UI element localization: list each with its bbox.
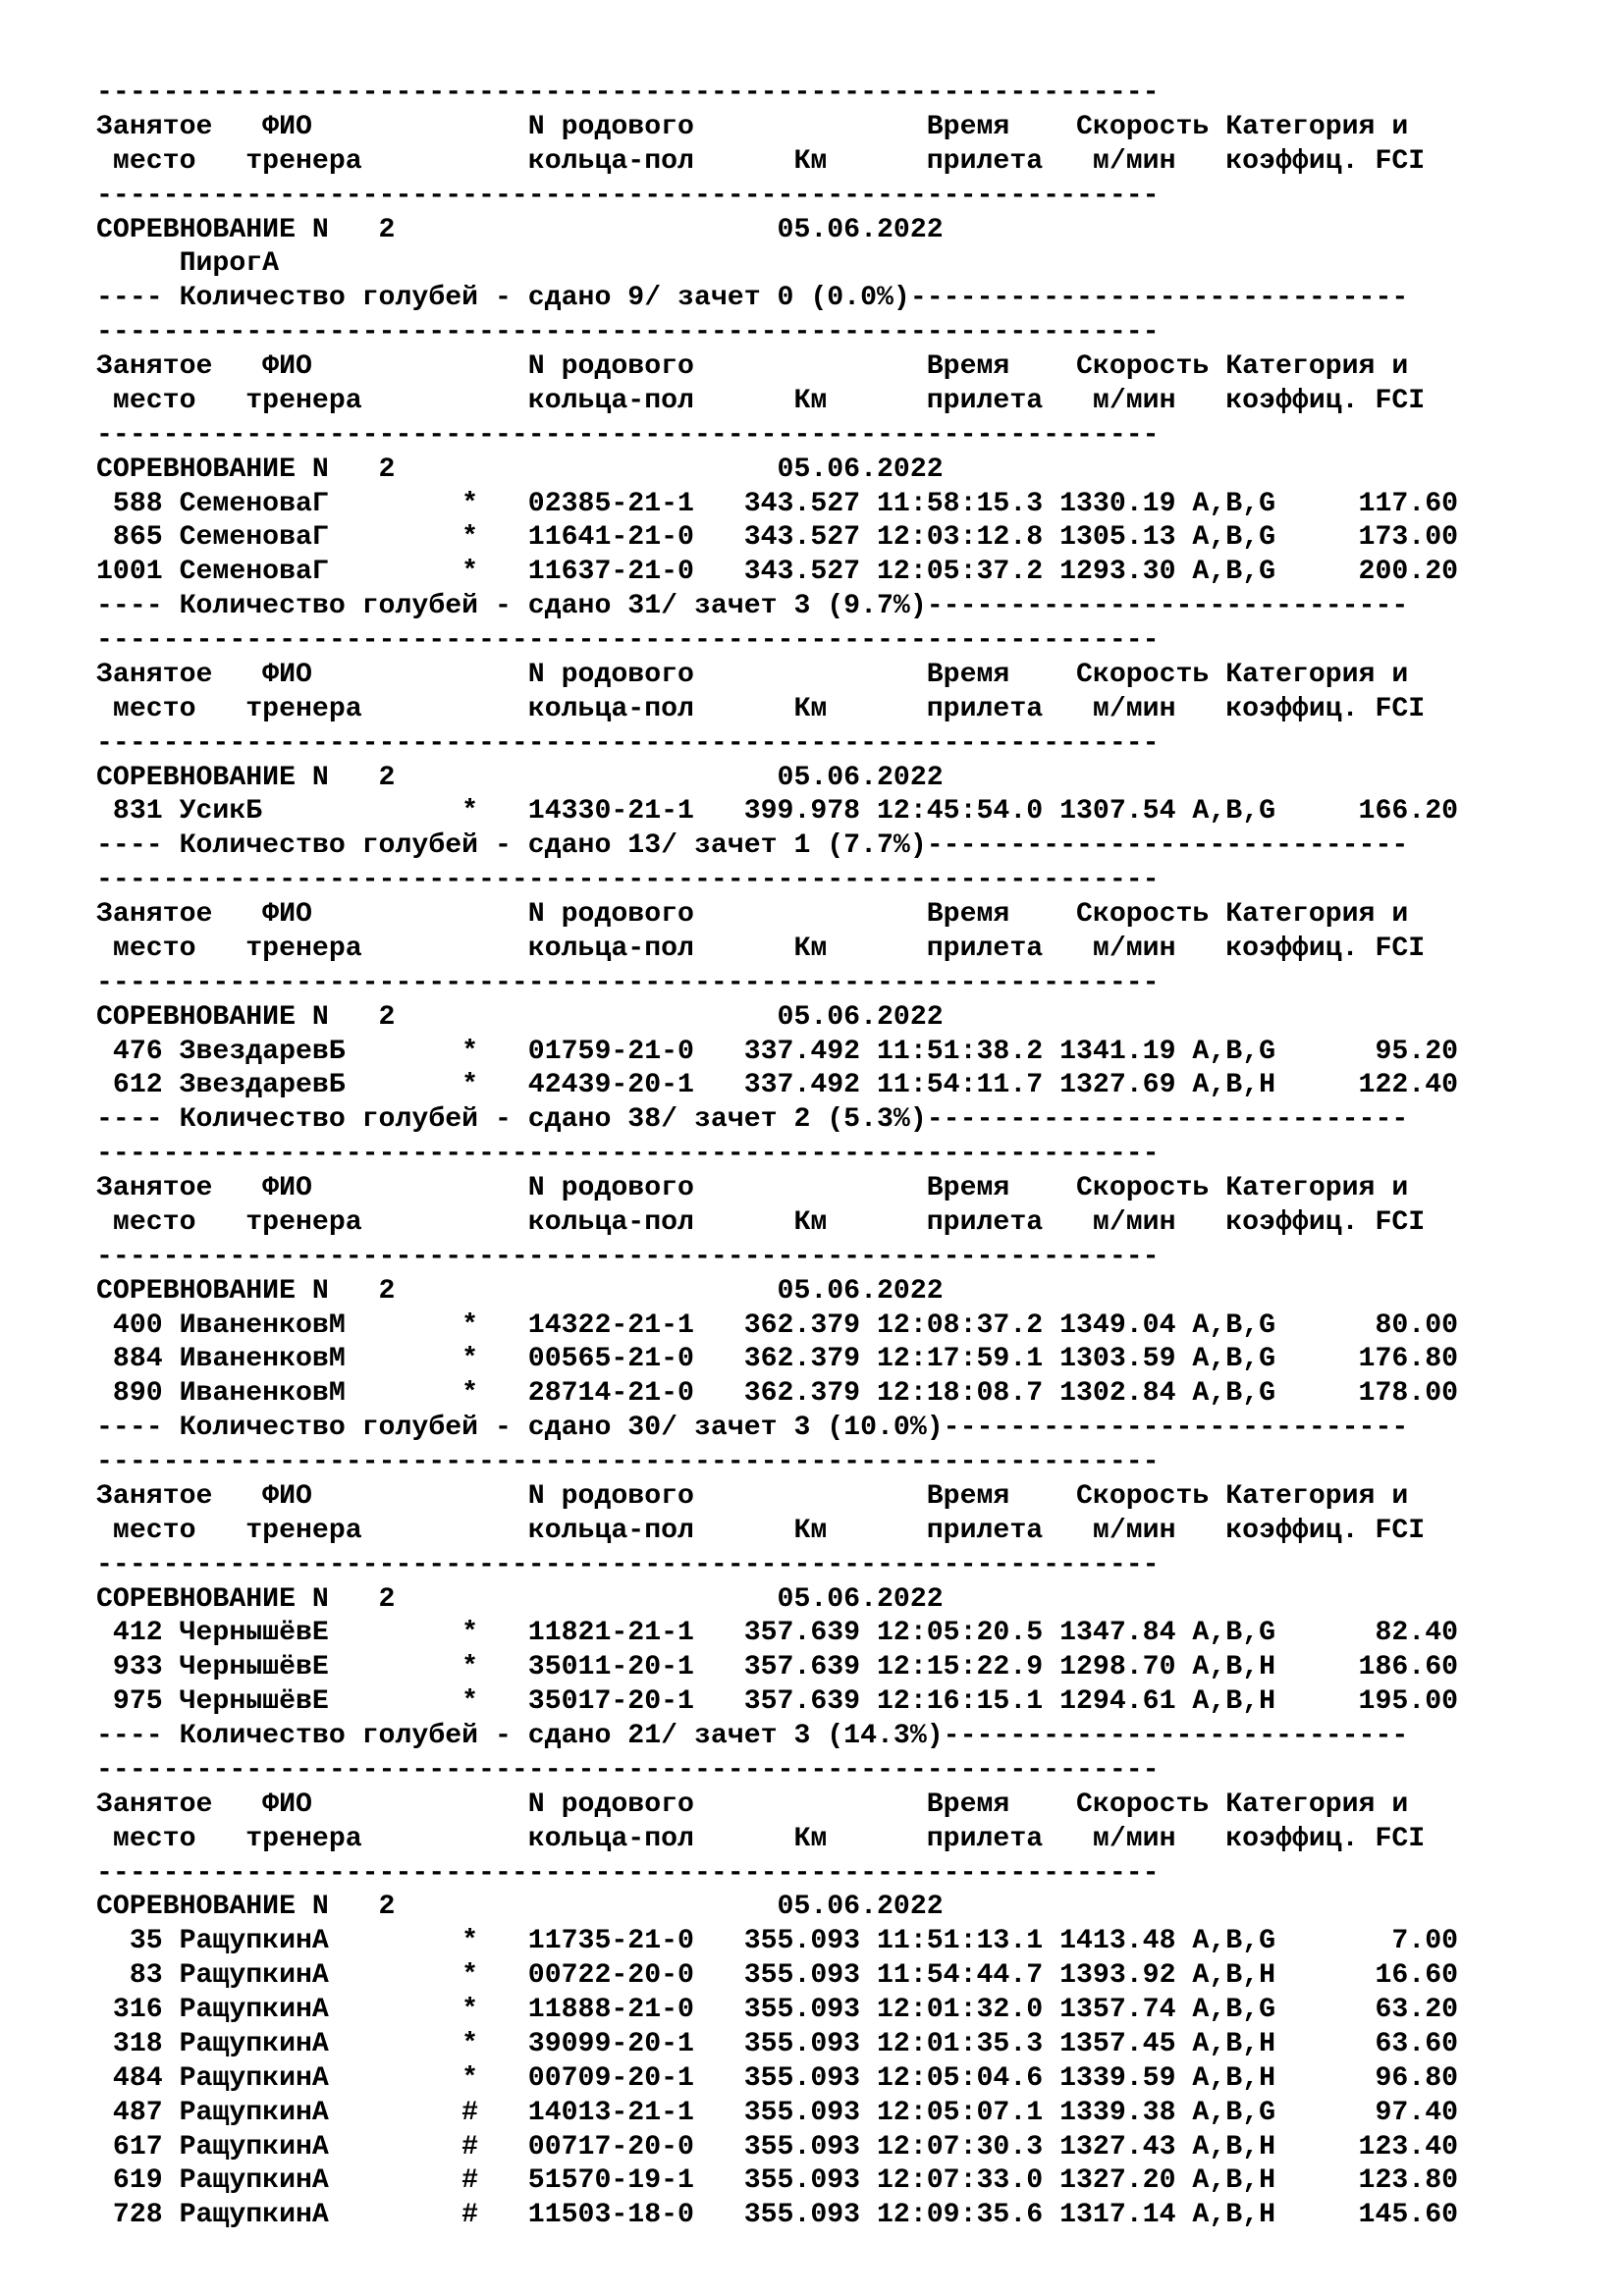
result-row: 619 РащупкинА # 51570-19-1 355.093 12:07:33.0 1327.20 A,B,H 123.80 [96, 2165, 1459, 2197]
column-header-row-1: Занятое ФИО N родового Время Скорость Категория и [96, 659, 1409, 690]
column-header-row-2: место тренера кольца-пол Км прилета м/мин коэффиц. FCI [96, 1823, 1426, 1854]
summary-line: ---- Количество голубей - сдано 9/ зачет 0 (0.0%)------------------------------ [96, 283, 1409, 314]
summary-line: ---- Количество голубей - сдано 13/ зачет 1 (7.7%)----------------------------- [96, 830, 1409, 862]
result-row: 484 РащупкинА * 00709-20-1 355.093 12:05:04.6 1339.59 A,B,H 96.80 [96, 2062, 1459, 2094]
separator-line: ---------------------------------------------------------------- [96, 967, 1160, 998]
separator-line: ---------------------------------------------------------------- [96, 727, 1160, 759]
result-row: 865 СеменоваГ * 11641-21-0 343.527 12:03:12.8 1305.13 A,B,G 173.00 [96, 522, 1459, 554]
separator-line: ---------------------------------------------------------------- [96, 1754, 1160, 1786]
summary-line: ---- Количество голубей - сдано 30/ зачет 3 (10.0%)---------------------------- [96, 1413, 1409, 1444]
result-row: 975 ЧернышёвЕ * 35017-20-1 357.639 12:16:15.1 1294.61 A,B,H 195.00 [96, 1686, 1459, 1718]
result-row: 617 РащупкинА # 00717-20-0 355.093 12:07:30.3 1327.43 A,B,H 123.40 [96, 2131, 1459, 2163]
results-document [96, 77, 1458, 2233]
column-header-row-1: Занятое ФИО N родового Время Скорость Категория и [96, 1480, 1409, 1512]
separator-line: ---------------------------------------------------------------- [96, 1857, 1160, 1889]
result-row: 318 РащупкинА * 39099-20-1 355.093 12:01:35.3 1357.45 A,B,H 63.60 [96, 2028, 1459, 2059]
separator-line: ---------------------------------------------------------------- [96, 625, 1160, 656]
trainer-name-line: ПирогА [96, 248, 280, 280]
separator-line: ---------------------------------------------------------------- [96, 317, 1160, 348]
column-header-row-2: место тренера кольца-пол Км прилета м/мин коэффиц. FCI [96, 145, 1426, 177]
column-header-row-1: Занятое ФИО N родового Время Скорость Категория и [96, 111, 1409, 142]
competition-line: СОРЕВНОВАНИЕ N 2 05.06.2022 [96, 1892, 944, 1923]
separator-line: ---------------------------------------------------------------- [96, 1241, 1160, 1272]
separator-line: ---------------------------------------------------------------- [96, 180, 1160, 211]
competition-line: СОРЕВНОВАНИЕ N 2 05.06.2022 [96, 1001, 944, 1033]
result-row: 412 ЧернышёвЕ * 11821-21-1 357.639 12:05:20.5 1347.84 A,B,G 82.40 [96, 1618, 1459, 1649]
summary-line: ---- Количество голубей - сдано 21/ зачет 3 (14.3%)---------------------------- [96, 1721, 1409, 1751]
result-row: 316 РащупкинА * 11888-21-0 355.093 12:01:32.0 1357.74 A,B,G 63.20 [96, 1995, 1459, 2025]
separator-line: ---------------------------------------------------------------- [96, 865, 1160, 896]
result-row: 487 РащупкинА # 14013-21-1 355.093 12:05:07.1 1339.38 A,B,G 97.40 [96, 2097, 1459, 2128]
competition-line: СОРЕВНОВАНИЕ N 2 05.06.2022 [96, 1583, 944, 1615]
column-header-row-2: место тренера кольца-пол Км прилета м/мин коэффиц. FCI [96, 385, 1426, 416]
separator-line: ---------------------------------------------------------------- [96, 1549, 1160, 1580]
result-row: 890 ИваненковМ * 28714-21-0 362.379 12:18:08.7 1302.84 A,B,G 178.00 [96, 1378, 1459, 1410]
summary-line: ---- Количество голубей - сдано 38/ зачет 2 (5.3%)----------------------------- [96, 1104, 1409, 1136]
result-row: 933 ЧернышёвЕ * 35011-20-1 357.639 12:15:22.9 1298.70 A,B,H 186.60 [96, 1652, 1459, 1683]
column-header-row-1: Занятое ФИО N родового Время Скорость Категория и [96, 1173, 1409, 1203]
competition-line: СОРЕВНОВАНИЕ N 2 05.06.2022 [96, 1275, 944, 1307]
result-row: 831 УсикБ * 14330-21-1 399.978 12:45:54.0 1307.54 A,B,G 166.20 [96, 796, 1459, 828]
summary-line: ---- Количество голубей - сдано 31/ зачет 3 (9.7%)----------------------------- [96, 591, 1409, 622]
result-row: 476 ЗвездаревБ * 01759-21-0 337.492 11:51:38.2 1341.19 A,B,G 95.20 [96, 1036, 1459, 1067]
column-header-row-2: место тренера кольца-пол Км прилета м/мин коэффиц. FCI [96, 1206, 1426, 1238]
competition-line: СОРЕВНОВАНИЕ N 2 05.06.2022 [96, 214, 944, 245]
separator-line: ---------------------------------------------------------------- [96, 78, 1160, 108]
competition-line: СОРЕВНОВАНИЕ N 2 05.06.2022 [96, 454, 944, 485]
competition-line: СОРЕВНОВАНИЕ N 2 05.06.2022 [96, 762, 944, 793]
result-row: 588 СеменоваГ * 02385-21-1 343.527 11:58:15.3 1330.19 A,B,G 117.60 [96, 488, 1459, 519]
separator-line: ---------------------------------------------------------------- [96, 1139, 1160, 1170]
separator-line: ---------------------------------------------------------------- [96, 1447, 1160, 1477]
result-row: 612 ЗвездаревБ * 42439-20-1 337.492 11:54:11.7 1327.69 A,B,H 122.40 [96, 1070, 1459, 1101]
column-header-row-1: Занятое ФИО N родового Время Скорость Категория и [96, 899, 1409, 930]
result-row: 884 ИваненковМ * 00565-21-0 362.379 12:17:59.1 1303.59 A,B,G 176.80 [96, 1344, 1459, 1375]
result-row: 35 РащупкинА * 11735-21-0 355.093 11:51:13.1 1413.48 A,B,G 7.00 [96, 1926, 1459, 1957]
column-header-row-1: Занятое ФИО N родового Время Скорость Категория и [96, 1789, 1409, 1820]
column-header-row-1: Занятое ФИО N родового Время Скорость Категория и [96, 351, 1409, 382]
result-row: 728 РащупкинА # 11503-18-0 355.093 12:09:35.6 1317.14 A,B,H 145.60 [96, 2200, 1459, 2231]
column-header-row-2: место тренера кольца-пол Км прилета м/мин коэффиц. FCI [96, 933, 1426, 964]
result-row: 1001 СеменоваГ * 11637-21-0 343.527 12:05:37.2 1293.30 A,B,G 200.20 [96, 557, 1459, 588]
column-header-row-2: место тренера кольца-пол Км прилета м/мин коэффиц. FCI [96, 693, 1426, 724]
result-row: 83 РащупкинА * 00722-20-0 355.093 11:54:44.7 1393.92 A,B,H 16.60 [96, 1960, 1459, 1992]
column-header-row-2: место тренера кольца-пол Км прилета м/мин коэффиц. FCI [96, 1515, 1426, 1546]
separator-line: ---------------------------------------------------------------- [96, 419, 1160, 451]
result-row: 400 ИваненковМ * 14322-21-1 362.379 12:08:37.2 1349.04 A,B,G 80.00 [96, 1309, 1459, 1341]
